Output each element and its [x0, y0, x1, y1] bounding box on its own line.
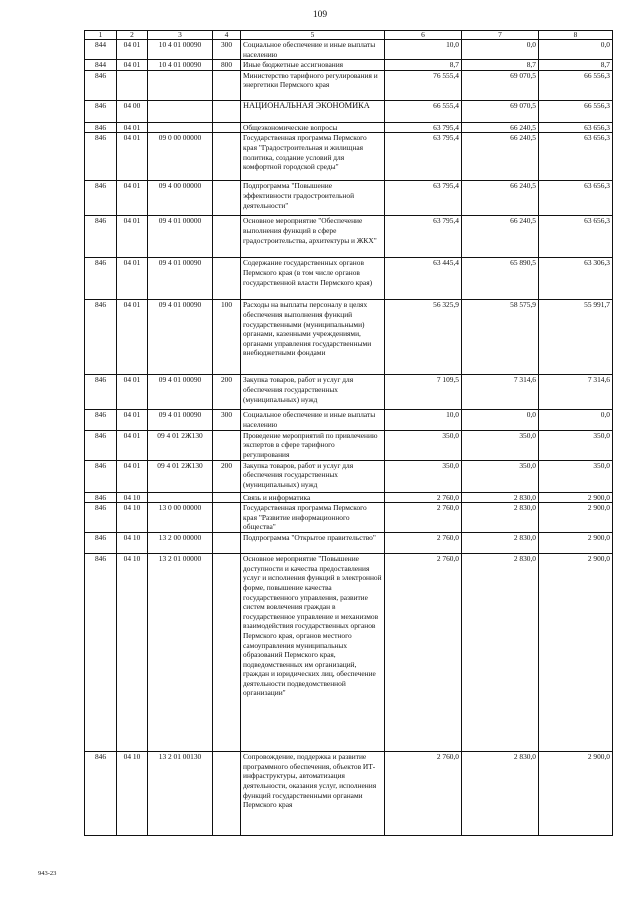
table-row — [85, 492, 613, 503]
section-code-cell: 04 10 — [117, 533, 148, 554]
amount-year3-cell: 63 656,3 — [539, 181, 613, 216]
amount-year2-cell: 350,0 — [462, 460, 539, 492]
target-article-cell — [148, 70, 213, 100]
amount-year2-cell: 69 070,5 — [462, 70, 539, 100]
amount-year1-cell: 350,0 — [385, 460, 462, 492]
amount-year1-cell: 76 555,4 — [385, 70, 462, 100]
header-cell: 4 — [213, 31, 241, 40]
admin-code-cell: 846 — [85, 258, 117, 300]
item-name-cell: Социальное обеспечение и иные выплаты населению — [241, 40, 385, 60]
expense-type-cell: 800 — [213, 60, 241, 71]
expense-type-cell: 100 — [213, 300, 241, 375]
expense-type-cell — [213, 70, 241, 100]
amount-year2-cell: 66 240,5 — [462, 216, 539, 258]
item-name-cell: Проведение мероприятий по привлечению экспертов в сфере тарифного регулирования — [241, 430, 385, 460]
table-row — [85, 300, 613, 375]
section-code-cell: 04 01 — [117, 258, 148, 300]
section-code-cell — [117, 70, 148, 100]
target-article-cell: 13 0 00 00000 — [148, 503, 213, 533]
expense-type-cell: 300 — [213, 410, 241, 430]
amount-year2-cell: 66 240,5 — [462, 133, 539, 181]
amount-year1-cell: 66 555,4 — [385, 100, 462, 122]
table-row — [85, 554, 613, 752]
expense-type-cell — [213, 100, 241, 122]
amount-year2-cell: 7 314,6 — [462, 375, 539, 410]
amount-year1-cell: 8,7 — [385, 60, 462, 71]
document-code: 943-23 — [38, 870, 57, 877]
section-code-cell: 04 10 — [117, 503, 148, 533]
target-article-cell: 09 4 01 2Ж130 — [148, 460, 213, 492]
table-row — [85, 60, 613, 71]
amount-year3-cell: 7 314,6 — [539, 375, 613, 410]
section-code-cell: 04 01 — [117, 122, 148, 133]
admin-code-cell: 844 — [85, 60, 117, 71]
table-row — [85, 410, 613, 430]
amount-year2-cell: 350,0 — [462, 430, 539, 460]
amount-year1-cell: 2 760,0 — [385, 503, 462, 533]
expense-type-cell — [213, 492, 241, 503]
amount-year3-cell: 8,7 — [539, 60, 613, 71]
admin-code-cell: 846 — [85, 122, 117, 133]
target-article-cell: 13 2 00 00000 — [148, 533, 213, 554]
amount-year1-cell: 10,0 — [385, 40, 462, 60]
header-cell: 8 — [539, 31, 613, 40]
item-name-cell: Основное мероприятие "Обеспечение выполнения функций в сфере градостроительства, архитектуры и ЖКХ" — [241, 216, 385, 258]
item-name-cell: Государственная программа Пермского края "Развитие информационного общества" — [241, 503, 385, 533]
admin-code-cell: 846 — [85, 554, 117, 752]
header-cell: 3 — [148, 31, 213, 40]
section-code-cell: 04 00 — [117, 100, 148, 122]
table-row — [85, 258, 613, 300]
section-code-cell: 04 01 — [117, 181, 148, 216]
admin-code-cell: 846 — [85, 492, 117, 503]
amount-year3-cell: 55 991,7 — [539, 300, 613, 375]
item-name-cell: Подпрограмма "Открытое правительство" — [241, 533, 385, 554]
target-article-cell: 09 4 01 00090 — [148, 258, 213, 300]
expense-type-cell — [213, 430, 241, 460]
item-name-cell: Связь и информатика — [241, 492, 385, 503]
amount-year3-cell: 63 656,3 — [539, 122, 613, 133]
target-article-cell — [148, 100, 213, 122]
amount-year3-cell: 63 306,3 — [539, 258, 613, 300]
amount-year1-cell: 2 760,0 — [385, 752, 462, 836]
amount-year1-cell: 2 760,0 — [385, 492, 462, 503]
amount-year2-cell: 0,0 — [462, 410, 539, 430]
amount-year3-cell: 2 900,0 — [539, 503, 613, 533]
amount-year3-cell: 66 556,3 — [539, 100, 613, 122]
amount-year1-cell: 56 325,9 — [385, 300, 462, 375]
amount-year3-cell: 66 556,3 — [539, 70, 613, 100]
admin-code-cell: 846 — [85, 181, 117, 216]
admin-code-cell: 846 — [85, 133, 117, 181]
amount-year2-cell: 69 070,5 — [462, 100, 539, 122]
amount-year2-cell: 66 240,5 — [462, 122, 539, 133]
amount-year3-cell: 63 656,3 — [539, 216, 613, 258]
amount-year3-cell: 2 900,0 — [539, 752, 613, 836]
item-name-cell: Содержание государственных органов Пермского края (в том числе органов государственной власти Пермского края) — [241, 258, 385, 300]
admin-code-cell: 846 — [85, 533, 117, 554]
header-cell: 2 — [117, 31, 148, 40]
target-article-cell — [148, 492, 213, 503]
amount-year2-cell: 2 830,0 — [462, 492, 539, 503]
amount-year1-cell: 2 760,0 — [385, 533, 462, 554]
amount-year2-cell: 8,7 — [462, 60, 539, 71]
admin-code-cell: 846 — [85, 70, 117, 100]
target-article-cell: 09 4 01 00090 — [148, 300, 213, 375]
expense-type-cell — [213, 216, 241, 258]
header-cell: 7 — [462, 31, 539, 40]
table-row — [85, 752, 613, 836]
expense-type-cell — [213, 554, 241, 752]
expense-type-cell — [213, 258, 241, 300]
amount-year3-cell: 350,0 — [539, 430, 613, 460]
item-name-cell: Закупка товаров, работ и услуг для обеспечения государственных (муниципальных) нужд — [241, 375, 385, 410]
item-name-cell: Закупка товаров, работ и услуг для обеспечения государственных (муниципальных) нужд — [241, 460, 385, 492]
section-code-cell: 04 01 — [117, 460, 148, 492]
admin-code-cell: 846 — [85, 100, 117, 122]
table-row — [85, 100, 613, 122]
item-name-cell: Государственная программа Пермского края "Градостроительная и жилищная политика, создание условий для комфортной городской среды" — [241, 133, 385, 181]
item-name-cell: Основное мероприятие "Повышение доступности и качества предоставления услуг и исполнения функций в электронной форме, повышение качества государственного управления, развитие систем вовлечения граждан в государственное управление и механизмов взаимодействия государственных органов Пермского края, органов местного самоуправления муниципальных образований Пермского края, подведомственных им организаций, граждан и юридических лиц, обеспечение деятельности подведомственной организации" — [241, 554, 385, 752]
header-cell: 6 — [385, 31, 462, 40]
target-article-cell: 10 4 01 00090 — [148, 60, 213, 71]
expense-type-cell: 200 — [213, 375, 241, 410]
table-row — [85, 460, 613, 492]
table-row — [85, 533, 613, 554]
amount-year2-cell: 2 830,0 — [462, 554, 539, 752]
amount-year3-cell: 0,0 — [539, 40, 613, 60]
amount-year2-cell: 2 830,0 — [462, 752, 539, 836]
expense-type-cell — [213, 122, 241, 133]
section-code-cell: 04 01 — [117, 300, 148, 375]
expense-type-cell — [213, 533, 241, 554]
item-name-cell: Общеэкономические вопросы — [241, 122, 385, 133]
table-row — [85, 503, 613, 533]
budget-table — [84, 30, 613, 836]
table-row — [85, 216, 613, 258]
admin-code-cell: 844 — [85, 40, 117, 60]
section-code-cell: 04 01 — [117, 40, 148, 60]
amount-year1-cell: 63 795,4 — [385, 122, 462, 133]
amount-year3-cell: 2 900,0 — [539, 554, 613, 752]
expense-type-cell — [213, 181, 241, 216]
amount-year2-cell: 66 240,5 — [462, 181, 539, 216]
header-cell: 1 — [85, 31, 117, 40]
section-code-cell: 04 01 — [117, 410, 148, 430]
expense-type-cell — [213, 752, 241, 836]
amount-year3-cell: 63 656,3 — [539, 133, 613, 181]
item-name-cell: Расходы на выплаты персоналу в целях обеспечения выполнения функций государственными (муниципальными) органами, казенными учреждениями, органами управления государственными внебюджетными фондами — [241, 300, 385, 375]
section-code-cell: 04 10 — [117, 752, 148, 836]
section-code-cell: 04 01 — [117, 375, 148, 410]
admin-code-cell: 846 — [85, 375, 117, 410]
admin-code-cell: 846 — [85, 430, 117, 460]
admin-code-cell: 846 — [85, 216, 117, 258]
amount-year3-cell: 350,0 — [539, 460, 613, 492]
target-article-cell: 09 4 00 00000 — [148, 181, 213, 216]
target-article-cell: 13 2 01 00130 — [148, 752, 213, 836]
section-code-cell: 04 01 — [117, 216, 148, 258]
expense-type-cell — [213, 503, 241, 533]
item-name-cell: Иные бюджетные ассигнования — [241, 60, 385, 71]
header-cell: 5 — [241, 31, 385, 40]
amount-year2-cell: 0,0 — [462, 40, 539, 60]
table-row — [85, 122, 613, 133]
amount-year2-cell: 65 890,5 — [462, 258, 539, 300]
item-name-cell: Сопровождение, поддержка и развитие программного обеспечения, объектов ИТ-инфраструктуры, автоматизация деятельности, оказания услуг, исполнения функций государственными органами Пермского края — [241, 752, 385, 836]
admin-code-cell: 846 — [85, 300, 117, 375]
target-article-cell: 09 4 01 00090 — [148, 410, 213, 430]
amount-year3-cell: 2 900,0 — [539, 533, 613, 554]
target-article-cell — [148, 122, 213, 133]
table-row — [85, 40, 613, 60]
table-row — [85, 181, 613, 216]
amount-year3-cell: 2 900,0 — [539, 492, 613, 503]
section-code-cell: 04 01 — [117, 133, 148, 181]
amount-year1-cell: 63 795,4 — [385, 216, 462, 258]
item-name-cell: Подпрограмма "Повышение эффективности градостроительной деятельности" — [241, 181, 385, 216]
admin-code-cell: 846 — [85, 752, 117, 836]
admin-code-cell: 846 — [85, 460, 117, 492]
item-name-cell: НАЦИОНАЛЬНАЯ ЭКОНОМИКА — [241, 100, 385, 122]
amount-year3-cell: 0,0 — [539, 410, 613, 430]
target-article-cell: 09 4 01 2Ж130 — [148, 430, 213, 460]
target-article-cell: 10 4 01 00090 — [148, 40, 213, 60]
amount-year1-cell: 350,0 — [385, 430, 462, 460]
section-code-cell: 04 01 — [117, 60, 148, 71]
amount-year1-cell: 63 445,4 — [385, 258, 462, 300]
target-article-cell: 09 0 00 00000 — [148, 133, 213, 181]
item-name-cell: Министерство тарифного регулирования и энергетики Пермского края — [241, 70, 385, 100]
expense-type-cell: 300 — [213, 40, 241, 60]
table-row — [85, 375, 613, 410]
page-number: 109 — [312, 10, 328, 20]
table-body — [85, 40, 613, 836]
table-header-row — [85, 31, 613, 40]
section-code-cell: 04 10 — [117, 554, 148, 752]
section-code-cell: 04 10 — [117, 492, 148, 503]
amount-year1-cell: 2 760,0 — [385, 554, 462, 752]
table-row — [85, 133, 613, 181]
item-name-cell: Социальное обеспечение и иные выплаты населению — [241, 410, 385, 430]
admin-code-cell: 846 — [85, 410, 117, 430]
admin-code-cell: 846 — [85, 503, 117, 533]
amount-year1-cell: 10,0 — [385, 410, 462, 430]
amount-year2-cell: 2 830,0 — [462, 533, 539, 554]
amount-year2-cell: 2 830,0 — [462, 503, 539, 533]
table-row — [85, 430, 613, 460]
amount-year2-cell: 58 575,9 — [462, 300, 539, 375]
section-code-cell: 04 01 — [117, 430, 148, 460]
table-row — [85, 70, 613, 100]
amount-year1-cell: 7 109,5 — [385, 375, 462, 410]
target-article-cell: 09 4 01 00090 — [148, 375, 213, 410]
target-article-cell: 13 2 01 00000 — [148, 554, 213, 752]
target-article-cell: 09 4 01 00000 — [148, 216, 213, 258]
expense-type-cell — [213, 133, 241, 181]
amount-year1-cell: 63 795,4 — [385, 181, 462, 216]
expense-type-cell: 200 — [213, 460, 241, 492]
amount-year1-cell: 63 795,4 — [385, 133, 462, 181]
